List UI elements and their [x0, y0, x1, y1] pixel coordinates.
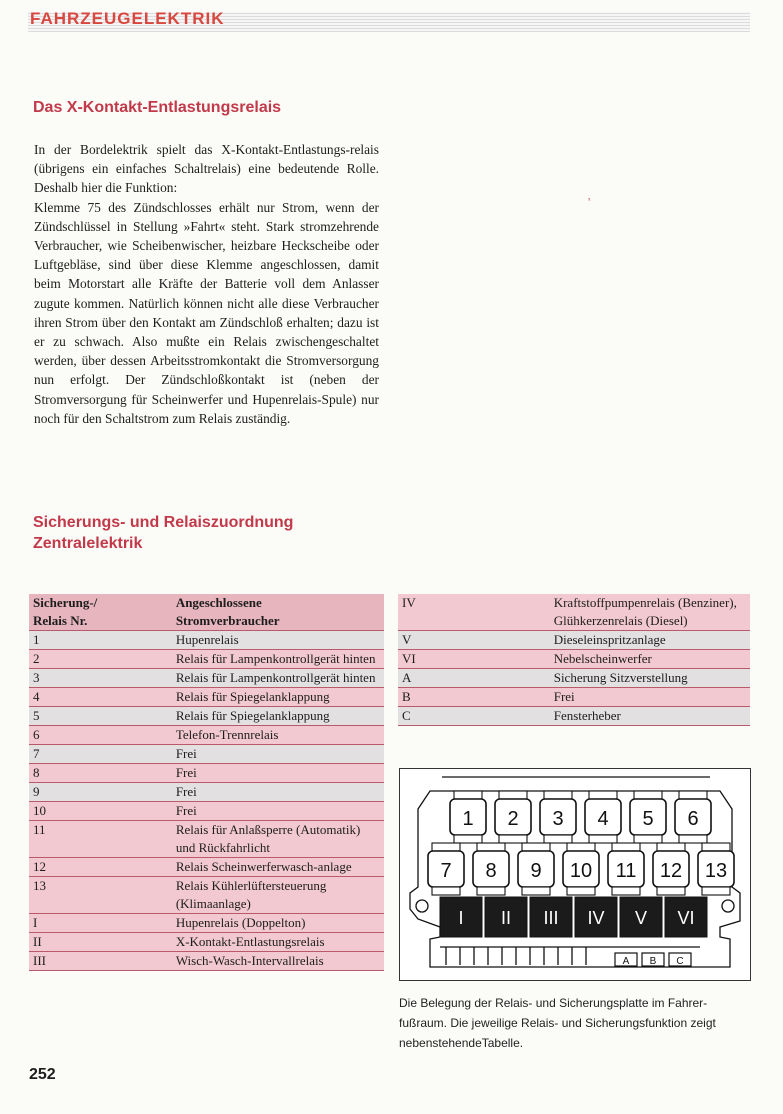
cell-consumer: Nebelscheinwerfer [550, 650, 750, 669]
fuse-12 [653, 843, 689, 895]
cell-nr: 4 [29, 688, 172, 707]
table-row [29, 952, 384, 971]
fuse-9-label: 9 [530, 860, 542, 882]
fuse-box-diagram [399, 768, 751, 981]
fuse-10-label: 10 [569, 860, 593, 882]
relay-III [530, 897, 572, 937]
cell-consumer: Relais für Spiegelanklappung [172, 707, 384, 726]
fuse-table-left [29, 594, 384, 971]
relay-I [440, 897, 482, 937]
cell-consumer: Wisch-Wasch-Intervallrelais [172, 952, 384, 971]
relay-IV [575, 897, 617, 937]
fuse-2-label: 2 [507, 808, 519, 830]
cell-nr: C [398, 707, 550, 726]
header-col-nr-line2: Relais Nr. [33, 613, 88, 628]
cell-nr: 6 [29, 726, 172, 745]
cell-nr: IV [398, 594, 550, 631]
paragraph-1: In der Bordelektrik spielt das X-Kontakt-Entlastungs-relais (übrigens ein einfaches Schaltrelais) eine bedeutende Rolle. Deshalb hier die Funktion: [34, 142, 379, 196]
fuse-table-right [398, 594, 750, 726]
relay-V-label: V [634, 908, 648, 928]
table-row [29, 764, 384, 783]
fuse-1-label: 1 [462, 808, 474, 830]
connector-C-label: C [676, 956, 684, 967]
cell-nr: 7 [29, 745, 172, 764]
fuse-7-label: 7 [440, 860, 452, 882]
fuse-13-label: 13 [704, 860, 728, 882]
cell-consumer: Frei [172, 745, 384, 764]
cell-nr: 13 [29, 877, 172, 914]
cell-nr: I [29, 914, 172, 933]
cell-nr: V [398, 631, 550, 650]
header-col-nr [29, 594, 172, 631]
cell-consumer: Relais Kühlerlüftersteuerung (Klimaanlage) [172, 877, 384, 914]
section-title-line-2: Zentralelektrik [33, 535, 143, 552]
paragraph-2: Klemme 75 des Zündschlosses erhält nur Strom, wenn der Zündschlüssel in Stellung »Fahrt« steht. Stark stromzehrende Verbraucher, wie Scheibenwischer, heizbare Heckscheibe oder Luftgebläse, sind über diese Klemme angeschlossen, damit beim Motorstart alle Kräfte der Batterie voll dem Anlasser zugute kommen. Natürlich können nicht alle diese Verbraucher ihren Strom über den Kontakt am Zündschloß erhalten; dazu ist er zu schwach. Also mußte ein Relais zwischengeschaltet werden, über dessen Arbeitsstromkontakt die Stromversorgung nun erfolgt. Der Zündschloßkontakt ist (neben der Stromversorgung für Scheinwerfer und Hupenrelais-Spule) nur noch für den Schaltstrom zum Relais zuständig. [34, 199, 379, 426]
fuse-10 [563, 843, 599, 895]
cell-nr: 5 [29, 707, 172, 726]
table-row [398, 688, 750, 707]
cell-consumer: Frei [550, 688, 750, 707]
table-row [29, 821, 384, 858]
table-row [398, 631, 750, 650]
section-title-line-1: Sicherungs- und Relaiszuordnung [33, 514, 294, 531]
fuse-13 [698, 843, 734, 895]
cell-nr: II [29, 933, 172, 952]
fuse-8 [473, 843, 509, 895]
relay-II-label: II [500, 908, 512, 928]
connector-A [615, 953, 637, 967]
cell-nr: 10 [29, 802, 172, 821]
cell-consumer: Fensterheber [550, 707, 750, 726]
header-col-consumer-line1: Angeschlossene [175, 595, 262, 610]
cell-consumer: Telefon-Trennrelais [172, 726, 384, 745]
relay-VI-label: VI [677, 908, 695, 928]
table-row [29, 933, 384, 952]
body-text [34, 140, 379, 428]
table-row [398, 650, 750, 669]
relays [440, 897, 707, 937]
section-title-fuses [33, 512, 293, 554]
chapter-title: FAHRZEUGELEKTRIK [30, 9, 225, 28]
header-col-nr-line1: Sicherung-/ [33, 595, 98, 610]
table-row [29, 802, 384, 821]
print-speck: ˣ [588, 195, 591, 205]
cell-consumer: Frei [172, 783, 384, 802]
table-row [29, 858, 384, 877]
fuse-12-label: 12 [659, 860, 683, 882]
connector-B [642, 953, 664, 967]
fuse-7 [428, 843, 464, 895]
table-row [29, 631, 384, 650]
table-row [29, 783, 384, 802]
table-row [29, 726, 384, 745]
table-row [29, 707, 384, 726]
cell-nr: 9 [29, 783, 172, 802]
relay-V [620, 897, 662, 937]
cell-consumer: Frei [172, 764, 384, 783]
section-title-relay: Das X-Kontakt-Entlastungsrelais [33, 99, 282, 116]
fuses-bottom [428, 843, 734, 895]
table-row [29, 914, 384, 933]
relay-II [485, 897, 527, 937]
table-row [398, 669, 750, 688]
table-row [29, 745, 384, 764]
table-row [29, 688, 384, 707]
fuse-1 [450, 791, 486, 843]
cell-nr: VI [398, 650, 550, 669]
connectors [615, 953, 691, 967]
page-number: 252 [29, 1066, 56, 1083]
fuse-9 [518, 843, 554, 895]
table-row [398, 707, 750, 726]
cell-consumer: Relais für Spiegelanklappung [172, 688, 384, 707]
cell-consumer: Frei [172, 802, 384, 821]
fuse-3 [540, 791, 576, 843]
cell-nr: 2 [29, 650, 172, 669]
cell-nr: B [398, 688, 550, 707]
table-row [398, 594, 750, 631]
fuse-3-label: 3 [552, 808, 564, 830]
cell-consumer: Relais für Lampenkontrollgerät hinten [172, 650, 384, 669]
cell-consumer: Relais für Lampenkontrollgerät hinten [172, 669, 384, 688]
mount-hole-right [722, 900, 734, 912]
fuse-6-label: 6 [687, 808, 699, 830]
table-header-row [29, 594, 384, 631]
cell-nr: A [398, 669, 550, 688]
cell-nr: 8 [29, 764, 172, 783]
cell-nr: 11 [29, 821, 172, 858]
relay-IV-label: IV [587, 908, 605, 928]
cell-consumer: Hupenrelais (Doppelton) [172, 914, 384, 933]
relay-III-label: III [543, 908, 559, 928]
fuse-11 [608, 843, 644, 895]
header-col-consumer [172, 594, 384, 631]
cell-consumer: Hupenrelais [172, 631, 384, 650]
fuse-11-label: 11 [615, 860, 637, 882]
fuse-6 [675, 791, 711, 843]
cell-consumer: Dieseleinspritzanlage [550, 631, 750, 650]
cell-consumer: Relais Scheinwerferwasch-anlage [172, 858, 384, 877]
connector-B-label: B [649, 956, 657, 967]
table-row [29, 669, 384, 688]
cell-consumer: Kraftstoffpumpenrelais (Benziner), Glühkerzenrelais (Diesel) [550, 594, 750, 631]
cell-consumer: Sicherung Sitzverstellung [550, 669, 750, 688]
table-row [29, 650, 384, 669]
fuse-4-label: 4 [597, 808, 609, 830]
cell-consumer: Relais für Anlaßsperre (Automatik) und Rückfahrlicht [172, 821, 384, 858]
relay-I-label: I [458, 908, 464, 928]
fuse-5-label: 5 [642, 808, 654, 830]
header-col-consumer-line2: Stromverbraucher [175, 613, 280, 628]
cell-consumer: X-Kontakt-Entlastungsrelais [172, 933, 384, 952]
fuse-4 [585, 791, 621, 843]
fuse-5 [630, 791, 666, 843]
relay-VI [665, 897, 707, 937]
mount-hole-left [416, 900, 428, 912]
cell-nr: III [29, 952, 172, 971]
connector-A-label: A [622, 956, 630, 967]
cell-nr: 12 [29, 858, 172, 877]
cell-nr: 1 [29, 631, 172, 650]
fuse-box-drawing [400, 769, 749, 979]
connector-C [669, 953, 691, 967]
fuse-8-label: 8 [485, 860, 497, 882]
diagram-caption: Die Belegung der Relais- und Sicherungsplatte im Fahrer-fußraum. Die jeweilige Relais- und Sicherungsfunktion zeigt nebenstehendeTabelle. [399, 996, 716, 1050]
fuses-top [450, 791, 711, 843]
table-row [29, 877, 384, 914]
fuse-2 [495, 791, 531, 843]
cell-nr: 3 [29, 669, 172, 688]
